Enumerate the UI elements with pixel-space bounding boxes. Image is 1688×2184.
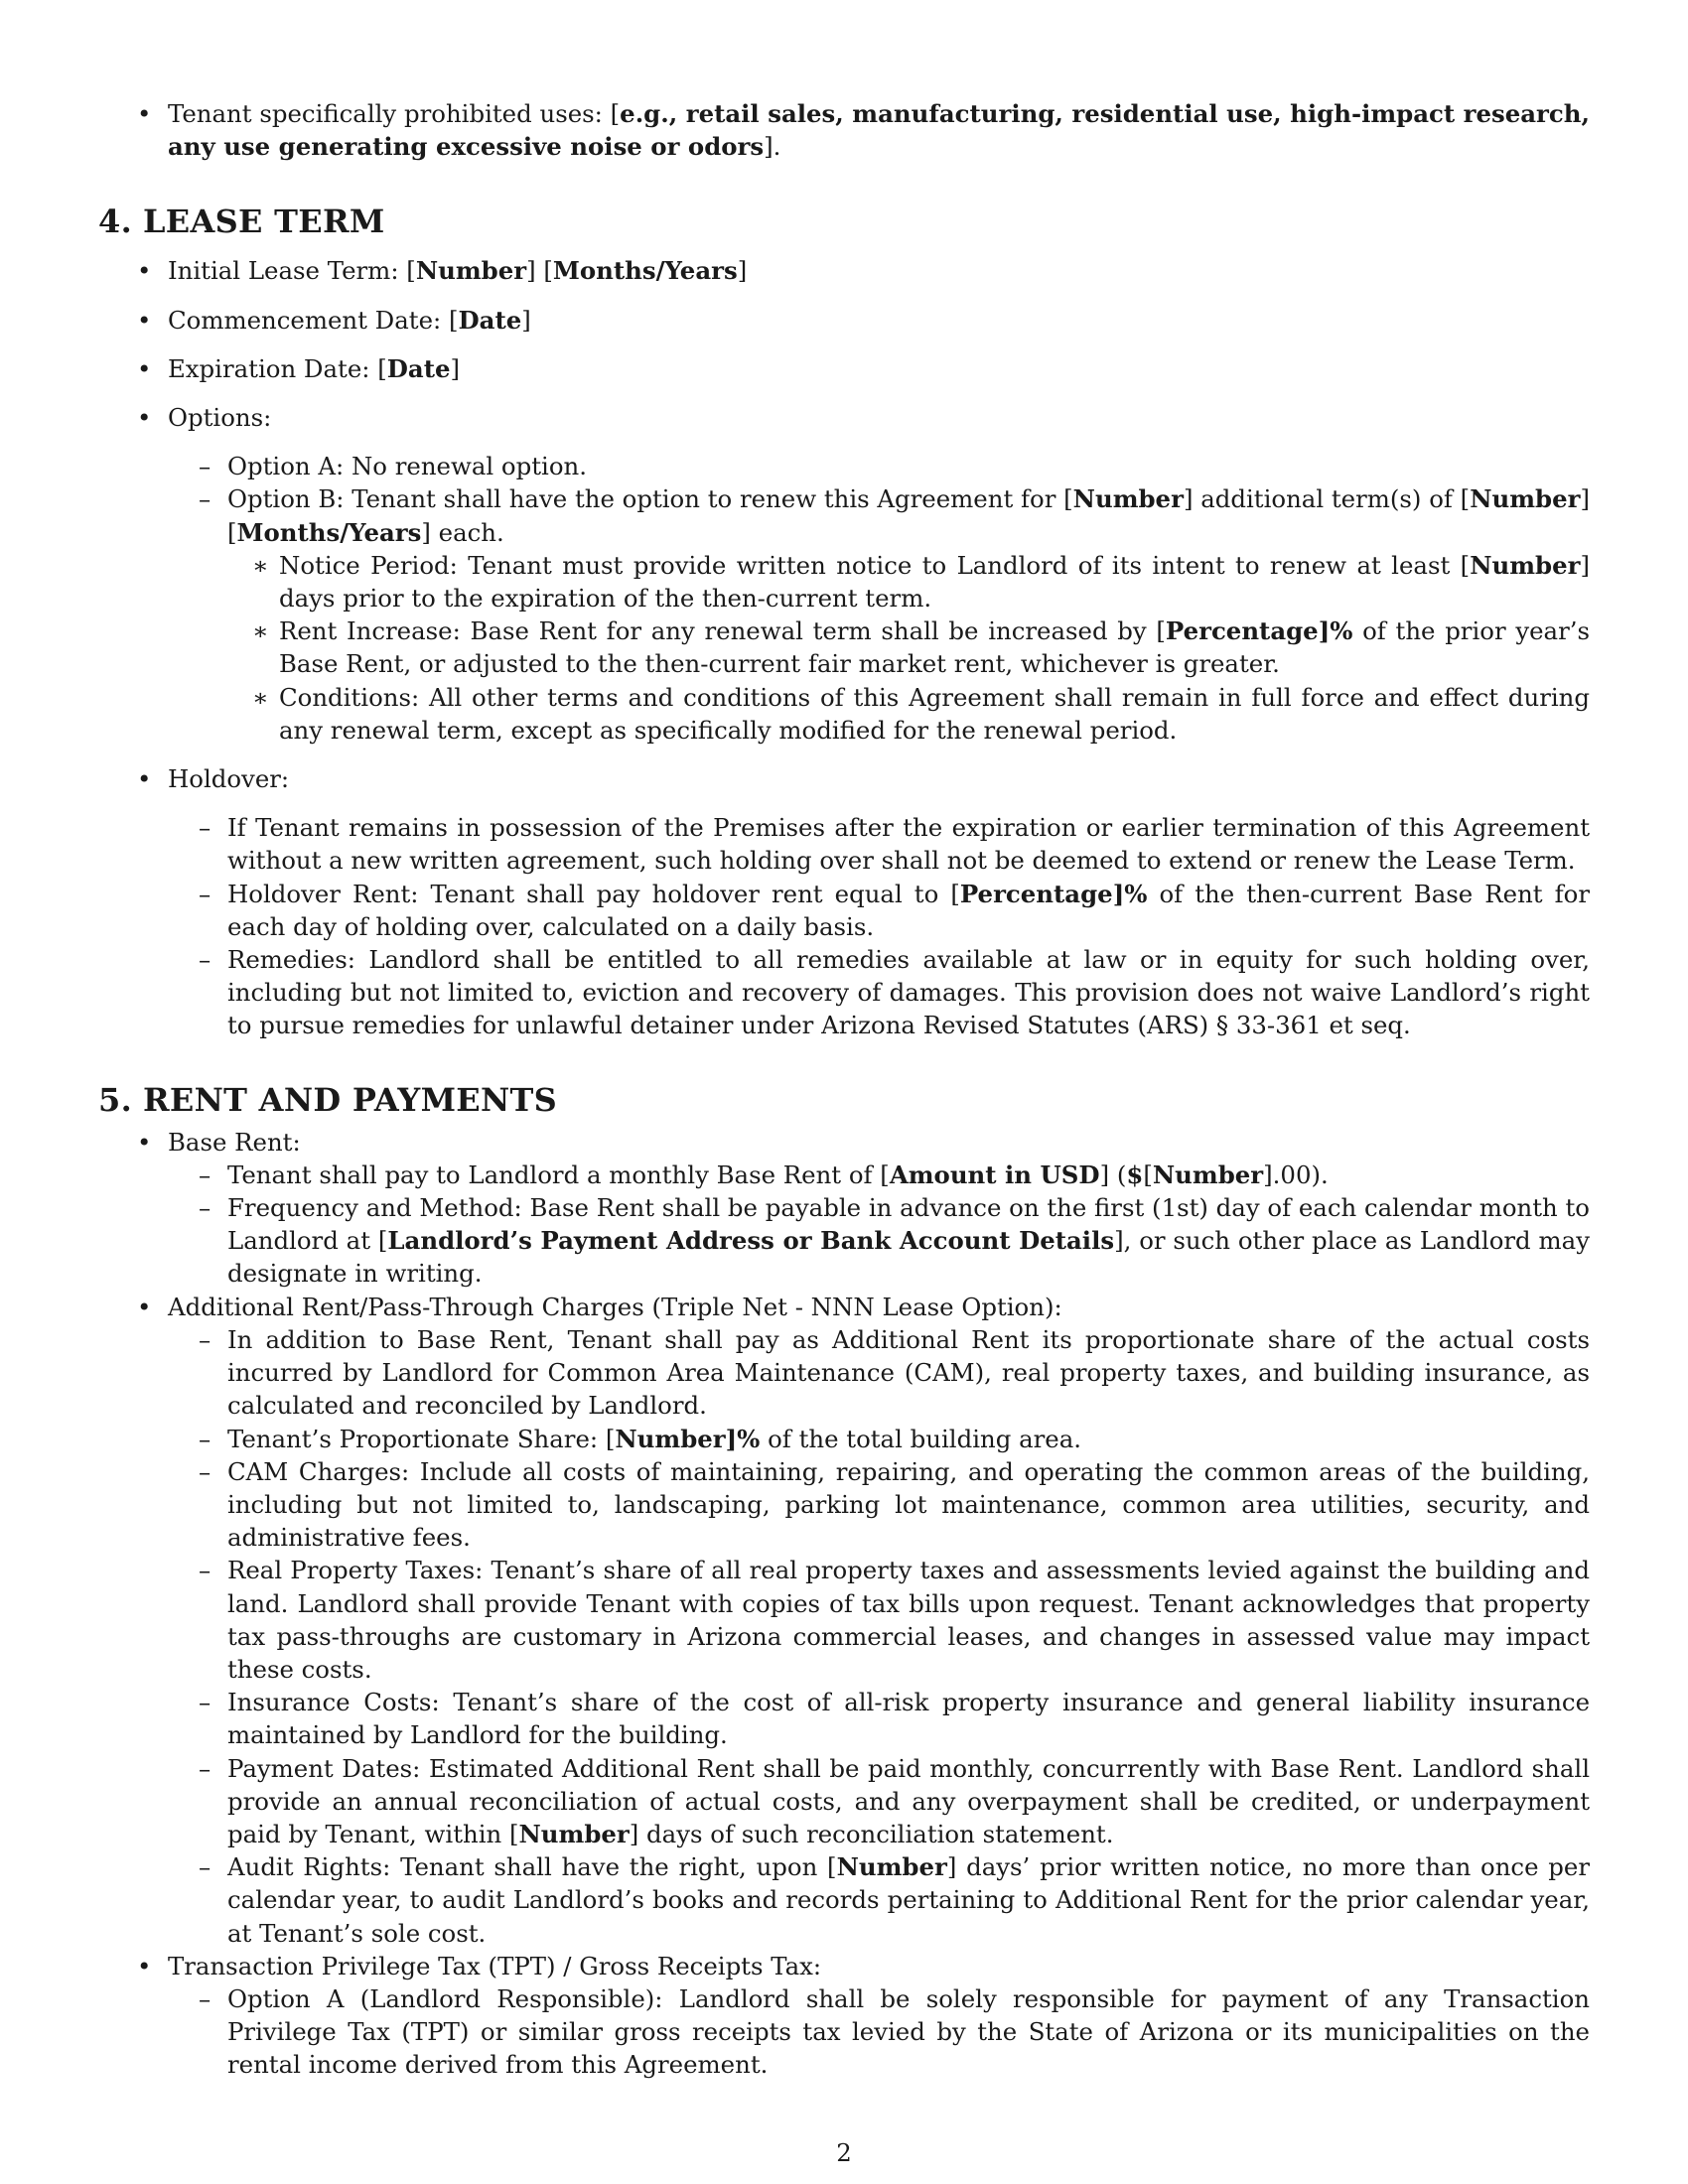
options-sublist	[168, 450, 1590, 747]
rent-increase-item: ∗ Rent Increase: Base Rent for any renewal term shall be increased by [Percentage]% of the prior year’s Base Rent, or adjusted to the then-current fair market rent, whichever is greater.	[227, 614, 1590, 680]
section-heading-rent-payments: 5. RENT AND PAYMENTS	[98, 1080, 558, 1119]
real-property-taxes-item: – Real Property Taxes: Tenant’s share of all real property taxes and assessments levied against the building and land. Landlord shall provide Tenant with copies of tax bills upon request. Tenant acknowledges that property tax pass-throughs are customary in Arizona commercial leases, and changes in assessed value may impact these costs.	[168, 1554, 1590, 1686]
tpt-sublist	[168, 1982, 1590, 2082]
options-item: • Options: – Option A: No renewal option. – Option B: Tenant shall have the option to renew this Agreement for [Number] additional term(s) of [Number] [Months/Years] each. ∗ Notice Period: Tenant must provide written notice to Landlord of its intent to renew at least [Number] days prior to the expiration of the then-current term. ∗ Rent Increase: Base Rent for any renewal term shall be increased by [Percentage]% of the prior year’s Base Rent, or adjusted to the then-current fair market rent, whichever is greater. ∗ Conditions: All other terms and conditions of this Agreement shall remain in full force and effect during any renewal term, except as specifically modified for the renewal period.	[98, 401, 1590, 747]
prohibited-uses-item: • Tenant specifically prohibited uses: [e.g., retail sales, manufacturing, residential use, high-impact research, any use generating excessive noise or odors].	[98, 97, 1590, 163]
holdover-possession-item: – If Tenant remains in possession of the Premises after the expiration or earlier termination of this Agreement without a new written agreement, such holding over shall not be deemed to extend or renew the Lease Term.	[168, 811, 1590, 877]
additional-rent-overview-item: – In addition to Base Rent, Tenant shall pay as Additional Rent its proportionate share of the actual costs incurred by Landlord for Common Area Maintenance (CAM), real property taxes, and building insurance, as calculated and reconciled by Landlord.	[168, 1323, 1590, 1423]
option-a-item: – Option A: No renewal option.	[168, 450, 1590, 482]
proportionate-share-item: – Tenant’s Proportionate Share: [Number]% of the total building area.	[168, 1423, 1590, 1455]
audit-rights-item: – Audit Rights: Tenant shall have the right, upon [Number] days’ prior written notice, no more than once per calendar year, to audit Landlord’s books and records pertaining to Additional Rent for the prior calendar year, at Tenant’s sole cost.	[168, 1850, 1590, 1950]
section-heading-lease-term: 4. LEASE TERM	[98, 203, 385, 241]
option-b-item: – Option B: Tenant shall have the option to renew this Agreement for [Number] additional term(s) of [Number] [Months/Years] each. ∗ Notice Period: Tenant must provide written notice to Landlord of its intent to renew at least [Number] days prior to the expiration of the then-current term. ∗ Rent Increase: Base Rent for any renewal term shall be increased by [Percentage]% of the prior year’s Base Rent, or adjusted to the then-current fair market rent, whichever is greater. ∗ Conditions: All other terms and conditions of this Agreement shall remain in full force and effect during any renewal term, except as specifically modified for the renewal period.	[168, 482, 1590, 747]
base-rent-sublist	[168, 1159, 1590, 1291]
holdover-item: • Holdover: – If Tenant remains in possession of the Premises after the expiration or earlier termination of this Agreement without a new written agreement, such holding over shall not be deemed to extend or renew the Lease Term. – Holdover Rent: Tenant shall pay holdover rent equal to [Percentage]% of the then-current Base Rent for each day of holding over, calculated on a daily basis. – Remedies: Landlord shall be entitled to all remedies available at law or in equity for such holding over, including but not limited to, eviction and recovery of damages. This provision does not waive Landlord’s right to pursue remedies for unlawful detainer under Arizona Revised Statutes (ARS) § 33-361 et seq.	[98, 762, 1590, 1042]
base-rent-item: • Base Rent: – Tenant shall pay to Landlord a monthly Base Rent of [Amount in USD] ($[Number].00). – Frequency and Method: Base Rent shall be payable in advance on the first (1st) day of each calendar month to Landlord at [Landlord’s Payment Address or Bank Account Details], or such other place as Landlord may designate in writing.	[98, 1126, 1590, 1291]
tpt-option-a-item: – Option A (Landlord Responsible): Landlord shall be solely responsible for payment of any Transaction Privilege Tax (TPT) or similar gross receipts tax levied by the State of Arizona or its municipalities on the rental income derived from this Agreement.	[168, 1982, 1590, 2082]
additional-rent-sublist	[168, 1323, 1590, 1950]
rent-payments-list	[98, 1126, 1590, 2082]
payment-dates-item: – Payment Dates: Estimated Additional Rent shall be paid monthly, concurrently with Base Rent. Landlord shall provide an annual reconciliation of actual costs, and any overpayment shall be credited, or underpayment paid by Tenant, within [Number] days of such reconciliation statement.	[168, 1752, 1590, 1851]
commencement-date-item: • Commencement Date: [Date]	[98, 304, 1590, 337]
cam-charges-item: – CAM Charges: Include all costs of maintaining, repairing, and operating the common areas of the building, including but not limited to, landscaping, parking lot maintenance, common area utilities, security, and administrative fees.	[168, 1455, 1590, 1555]
monthly-base-rent-item: – Tenant shall pay to Landlord a monthly Base Rent of [Amount in USD] ($[Number].00).	[168, 1159, 1590, 1191]
expiration-date-item: • Expiration Date: [Date]	[98, 352, 1590, 385]
additional-rent-item: • Additional Rent/Pass-Through Charges (Triple Net - NNN Lease Option): – In addition to Base Rent, Tenant shall pay as Additional Rent its proportionate share of the actual costs incurred by Landlord for Common Area Maintenance (CAM), real property taxes, and building insurance, as calculated and reconciled by Landlord. – Tenant’s Proportionate Share: [Number]% of the total building area. – CAM Charges: Include all costs of maintaining, repairing, and operating the common areas of the building, including but not limited to, landscaping, parking lot maintenance, common area utilities, security, and administrative fees. – Real Property Taxes: Tenant’s share of all real property taxes and assessments levied against the building and land. Landlord shall provide Tenant with copies of tax bills upon request. Tenant acknowledges that property tax pass-throughs are customary in Arizona commercial leases, and changes in assessed value may impact these costs. – Insurance Costs: Tenant’s share of the cost of all-risk property insurance and general liability insurance maintained by Landlord for the building. – Payment Dates: Estimated Additional Rent shall be paid monthly, concurrently with Base Rent. Landlord shall provide an annual reconciliation of actual costs, and any overpayment shall be credited, or underpayment paid by Tenant, within [Number] days of such reconciliation statement. – Audit Rights: Tenant shall have the right, upon [Number] days’ prior written notice, no more than once per calendar year, to audit Landlord’s books and records pertaining to Additional Rent for the prior calendar year, at Tenant’s sole cost.	[98, 1291, 1590, 1950]
holdover-rent-item: – Holdover Rent: Tenant shall pay holdover rent equal to [Percentage]% of the then-current Base Rent for each day of holding over, calculated on a daily basis.	[168, 878, 1590, 943]
frequency-method-item: – Frequency and Method: Base Rent shall be payable in advance on the first (1st) day of each calendar month to Landlord at [Landlord’s Payment Address or Bank Account Details], or such other place as Landlord may designate in writing.	[168, 1191, 1590, 1291]
prohibited-uses-list	[98, 97, 1590, 163]
option-b-details-list	[227, 549, 1590, 747]
insurance-costs-item: – Insurance Costs: Tenant’s share of the cost of all-risk property insurance and general liability insurance maintained by Landlord for the building.	[168, 1686, 1590, 1751]
page-number: 2	[836, 2138, 852, 2167]
tpt-item: • Transaction Privilege Tax (TPT) / Gross Receipts Tax: – Option A (Landlord Responsible): Landlord shall be solely responsible for payment of any Transaction Privilege Tax (TPT) or similar gross receipts tax levied by the State of Arizona or its municipalities on the rental income derived from this Agreement.	[98, 1950, 1590, 2082]
lease-term-list	[98, 254, 1590, 1041]
notice-period-item: ∗ Notice Period: Tenant must provide written notice to Landlord of its intent to renew at least [Number] days prior to the expiration of the then-current term.	[227, 549, 1590, 614]
conditions-item: ∗ Conditions: All other terms and conditions of this Agreement shall remain in full force and effect during any renewal term, except as specifically modified for the renewal period.	[227, 681, 1590, 747]
initial-lease-term-item: • Initial Lease Term: [Number] [Months/Years]	[98, 254, 1590, 287]
holdover-remedies-item: – Remedies: Landlord shall be entitled to all remedies available at law or in equity for such holding over, including but not limited to, eviction and recovery of damages. This provision does not waive Landlord’s right to pursue remedies for unlawful detainer under Arizona Revised Statutes (ARS) § 33-361 et seq.	[168, 943, 1590, 1042]
holdover-sublist	[168, 811, 1590, 1041]
